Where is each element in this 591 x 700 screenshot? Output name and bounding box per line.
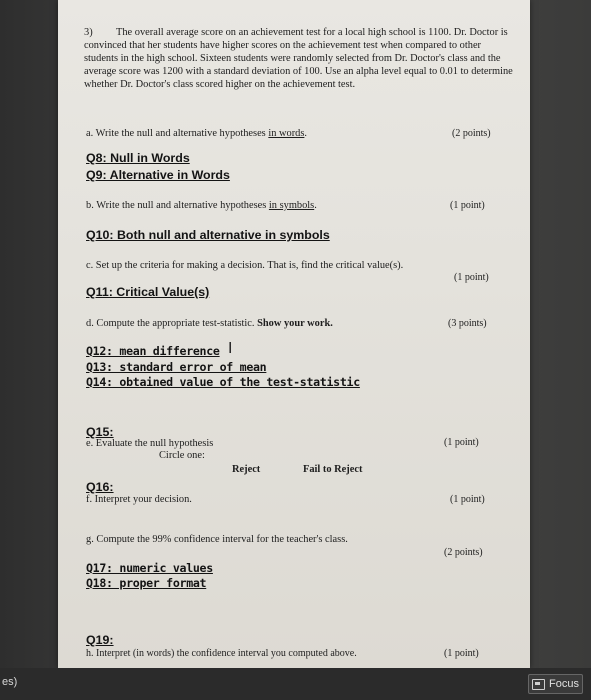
problem-number: 3): [84, 27, 93, 38]
q15-label: Q15:: [86, 425, 114, 439]
part-a-prompt-underlined: in words: [268, 128, 305, 139]
problem-statement: [84, 26, 516, 91]
part-e-prompt: e. Evaluate the null hypothesis: [86, 438, 214, 449]
part-g-points: (2 points): [444, 547, 483, 558]
part-c-prompt: c. Set up the criteria for making a decision. That is, find the critical value(s).: [86, 260, 404, 271]
part-d-prompt: [86, 317, 333, 330]
q12-label: Q12: mean difference: [86, 344, 220, 358]
part-h-points: (1 point): [444, 648, 479, 659]
q14-label: Q14: obtained value of the test-statistic: [86, 375, 360, 389]
circle-one-label: Circle one:: [159, 450, 205, 461]
part-b-prompt-underlined: in symbols: [268, 200, 315, 211]
taskbar-left-text: es): [2, 676, 18, 688]
reject-option[interactable]: Reject: [232, 464, 261, 475]
part-d-prompt-text: d. Compute the appropriate test-statistic.: [86, 318, 258, 329]
q10-label: Q10: Both null and alternative in symbols: [86, 228, 330, 242]
problem-text: The overall average score on an achievement test for a local high school is 1100. Dr. Doctor is convinced that her students have higher scores on the achievement test when compared to other students in the high school. Sixteen students were randomly selected from Dr. Doctor's class and the average score was 1200 with a standard deviation of 100. Use an alpha level equal to 0.01 to determine whether Dr. Doctor's class scored higher on the achievement test.: [84, 27, 513, 90]
part-e-points: (1 point): [444, 437, 479, 448]
part-d-prompt-bold: Show your work.: [257, 318, 333, 329]
part-h-prompt: h. Interpret (in words) the confidence interval you computed above.: [86, 648, 357, 659]
part-b-points: (1 point): [450, 200, 485, 211]
part-a-prompt: [86, 127, 307, 140]
part-c-points: (1 point): [454, 272, 489, 283]
part-a-points: (2 points): [452, 128, 491, 139]
q8-label: Q8: Null in Words: [86, 151, 190, 165]
focus-button[interactable]: [528, 674, 583, 694]
part-g-prompt: g. Compute the 99% confidence interval for the teacher's class.: [86, 534, 348, 545]
part-f-points: (1 point): [450, 494, 485, 505]
text-cursor-icon: I: [228, 339, 233, 357]
part-a-prompt-end: .: [304, 128, 308, 139]
q19-label: Q19:: [86, 633, 114, 647]
focus-icon: [532, 679, 545, 690]
part-b-prompt: [86, 199, 317, 212]
q9-label: Q9: Alternative in Words: [86, 168, 230, 182]
q11-label: Q11: Critical Value(s): [86, 285, 210, 299]
bottom-taskbar: [0, 668, 591, 700]
q18-label: Q18: proper format: [86, 576, 207, 590]
part-f-prompt: f. Interpret your decision.: [86, 494, 192, 505]
part-a-prompt-text: a. Write the null and alternative hypotheses: [86, 128, 269, 139]
focus-label: Focus: [549, 678, 579, 690]
q16-label: Q16:: [86, 480, 114, 494]
part-b-prompt-text: b. Write the null and alternative hypotheses: [86, 200, 269, 211]
part-b-prompt-end: .: [314, 200, 317, 211]
q17-label: Q17: numeric values: [86, 561, 213, 575]
part-d-points: (3 points): [448, 318, 487, 329]
q13-label: Q13: standard error of mean: [86, 360, 267, 374]
fail-to-reject-option[interactable]: Fail to Reject: [303, 464, 363, 475]
